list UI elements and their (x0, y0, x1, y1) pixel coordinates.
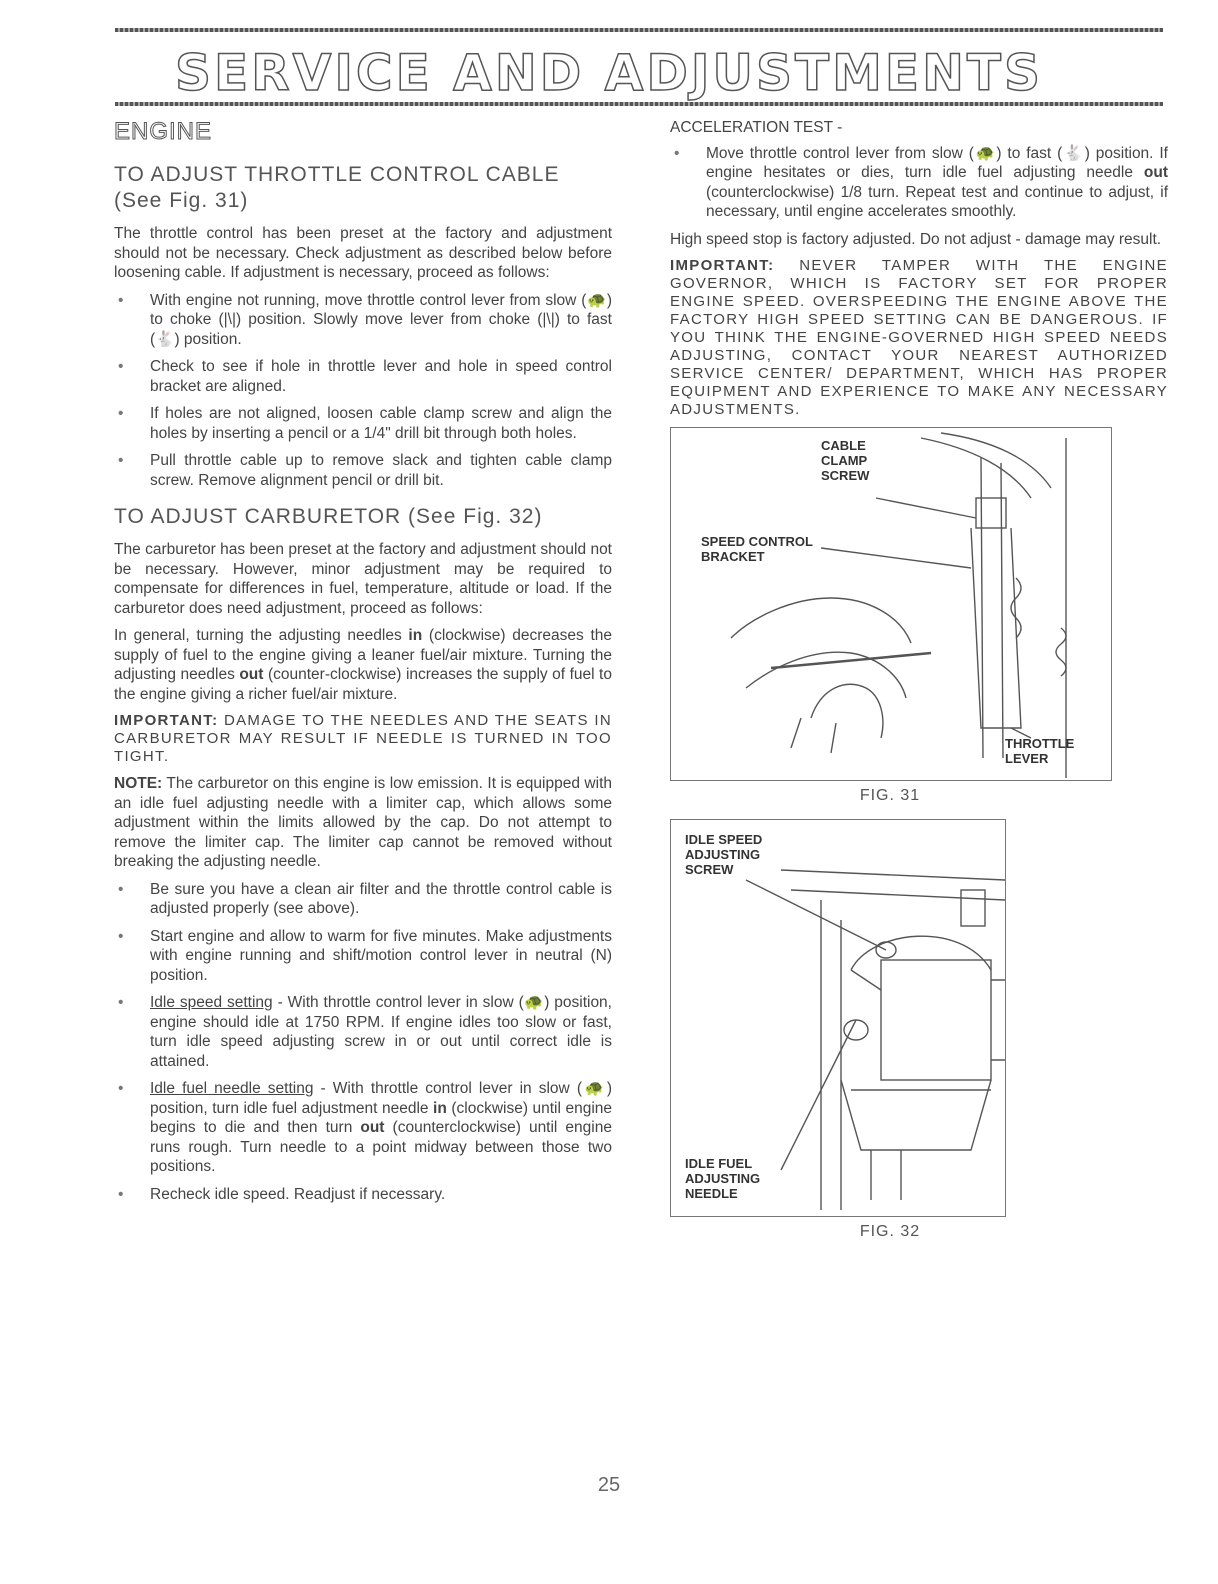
bullet-icon: • (674, 144, 680, 162)
bullet-icon: • (118, 880, 124, 898)
carburetor-intro: The carburetor has been preset at the factory and adjustment should not be necessary. However, minor adjustment may be required to compensate for differences in fuel, temperature, altitude or load. If the carburetor does need adjustment, proceed as follows: (114, 541, 612, 617)
label-throttle-lever: THROTTLE LEVER (1005, 736, 1075, 766)
acceleration-heading: ACCELERATION TEST - (670, 119, 843, 136)
governor-important: IMPORTANT: NEVER TAMPER WITH THE ENGINE GOVERNOR, WHICH IS FACTORY SET FOR PROPER ENGINE SPEED. OVERSPEEDING THE ENGINE ABOVE THE FACTORY HIGH SPEED SETTING CAN BE DANGEROUS. IF YOU THINK THE ENGINE-GOVERNED HIGH SPEED NEEDS ADJUSTING, CONTACT YOUR NEAREST AUTHORIZED SERVICE CENTER/ DEPARTMENT, WHICH HAS PROPER EQUIPMENT AND EXPERIENCE TO MAKE ANY NECESSARY ADJUSTMENTS. (670, 257, 1168, 418)
list-item: • Start engine and allow to warm for five minutes. Make adjustments with engine running and shift/motion control lever in neutral (N) position. (118, 927, 612, 984)
list-item: • Pull throttle cable up to remove slack and tighten cable clamp screw. Remove alignment pencil or drill bit. (118, 452, 612, 489)
carburetor-important: IMPORTANT: DAMAGE TO THE NEEDLES AND THE SEATS IN CARBURETOR MAY RESULT IF NEEDLE IS TURNED IN TOO TIGHT. (114, 712, 612, 765)
left-column (114, 118, 612, 1212)
list-item: • Recheck idle speed. Readjust if necessary. (118, 1185, 446, 1203)
top-rule (115, 28, 1163, 32)
carburetor-general: In general, turning the adjusting needles in (clockwise) decreases the supply of fuel to the engine giving a leaner fuel/air mixture. Turning the adjusting needles out (counter-clockwise) increases the supply of fuel to the engine giving a richer fuel/air mixture. (114, 627, 613, 703)
list-item: • If holes are not aligned, loosen cable clamp screw and align the holes by inserting a pencil or a 1/4" drill bit through both holes. (118, 405, 612, 442)
list-item: • Move throttle control lever from slow (🐢) to fast (🐇) position. If engine hesitates or dies, turn idle fuel adjusting needle out (counterclockwise) 1/8 turn. Repeat test and continue to adjust, if necessary, until engine accelerates smoothly. (674, 144, 1168, 220)
list-item: • Be sure you have a clean air filter and the throttle control cable is adjusted properly (see above). (118, 880, 612, 917)
figure-31-caption: FIG. 31 (859, 787, 921, 804)
high-speed-note: High speed stop is factory adjusted. Do not adjust - damage may result. (670, 230, 1162, 248)
figure-32 (670, 819, 1006, 1217)
carburetor-heading: TO ADJUST CARBURETOR (See Fig. 32) (114, 505, 543, 528)
section-title-engine: ENGINE (114, 118, 213, 145)
throttle-steps (114, 291, 612, 491)
label-idle-speed-adjusting-screw: IDLE SPEED ADJUSTING SCREW (685, 832, 763, 877)
label-speed-control-bracket: SPEED CONTROL BRACKET (701, 534, 813, 564)
bullet-icon: • (118, 405, 124, 422)
bullet-icon: • (118, 358, 124, 375)
right-column (670, 118, 1168, 1255)
bullet-icon: • (118, 1080, 124, 1097)
bullet-icon: • (118, 927, 124, 945)
bullet-icon: • (118, 452, 124, 469)
list-item: • Idle speed setting - With throttle control lever in slow (🐢) position, engine should idle at 1750 RPM. If engine idles too slow or fast, turn idle speed adjusting screw in or out until correct idle is attained. (118, 994, 612, 1070)
bullet-icon: • (118, 1185, 124, 1203)
figure-31 (670, 427, 1112, 781)
figure-32-caption: FIG. 32 (859, 1223, 921, 1240)
label-idle-fuel-adjusting-needle: IDLE FUEL ADJUSTING NEEDLE (685, 1156, 761, 1201)
label-cable-clamp-screw: CABLE CLAMP SCREW (821, 438, 870, 483)
carburetor-steps (114, 880, 612, 1205)
list-item: • With engine not running, move throttle control lever from slow (🐢) to choke (|\|) position. Slowly move lever from choke (|\|) to fast (🐇) position. (118, 291, 612, 348)
figure-31-illustration (671, 428, 1111, 780)
page-number: 25 (597, 1474, 621, 1496)
list-item: • Idle fuel needle setting - With throttle control lever in slow (🐢) position, turn idle fuel adjustment needle in (clockwise) until engine begins to die and then turn out (counterclockwise) until engine runs rough. Turn needle to a point midway between those two positions. (118, 1080, 613, 1175)
title-rule (115, 102, 1163, 106)
acceleration-steps (670, 144, 1168, 222)
page-title: SERVICE AND ADJUSTMENTS (174, 44, 1044, 102)
bullet-icon: • (118, 291, 124, 309)
throttle-intro: The throttle control has been preset at the factory and adjustment should not be necessary. Check adjustment as described below before loosening cable. If adjustment is necessary, proceed as follows: (114, 225, 612, 281)
list-item: • Check to see if hole in throttle lever and hole in speed control bracket are aligned. (118, 358, 612, 395)
bullet-icon: • (118, 994, 124, 1011)
carburetor-note: NOTE: The carburetor on this engine is low emission. It is equipped with an idle fuel adjusting needle with a limiter cap, which allows some adjustment within the limits allowed by the cap. Do not attempt to remove the limiter cap. The limiter cap cannot be removed without breaking the adjusting needle. (114, 775, 612, 870)
throttle-heading: TO ADJUST THROTTLE CONTROL CABLE (See Fig. 31) (114, 163, 560, 212)
